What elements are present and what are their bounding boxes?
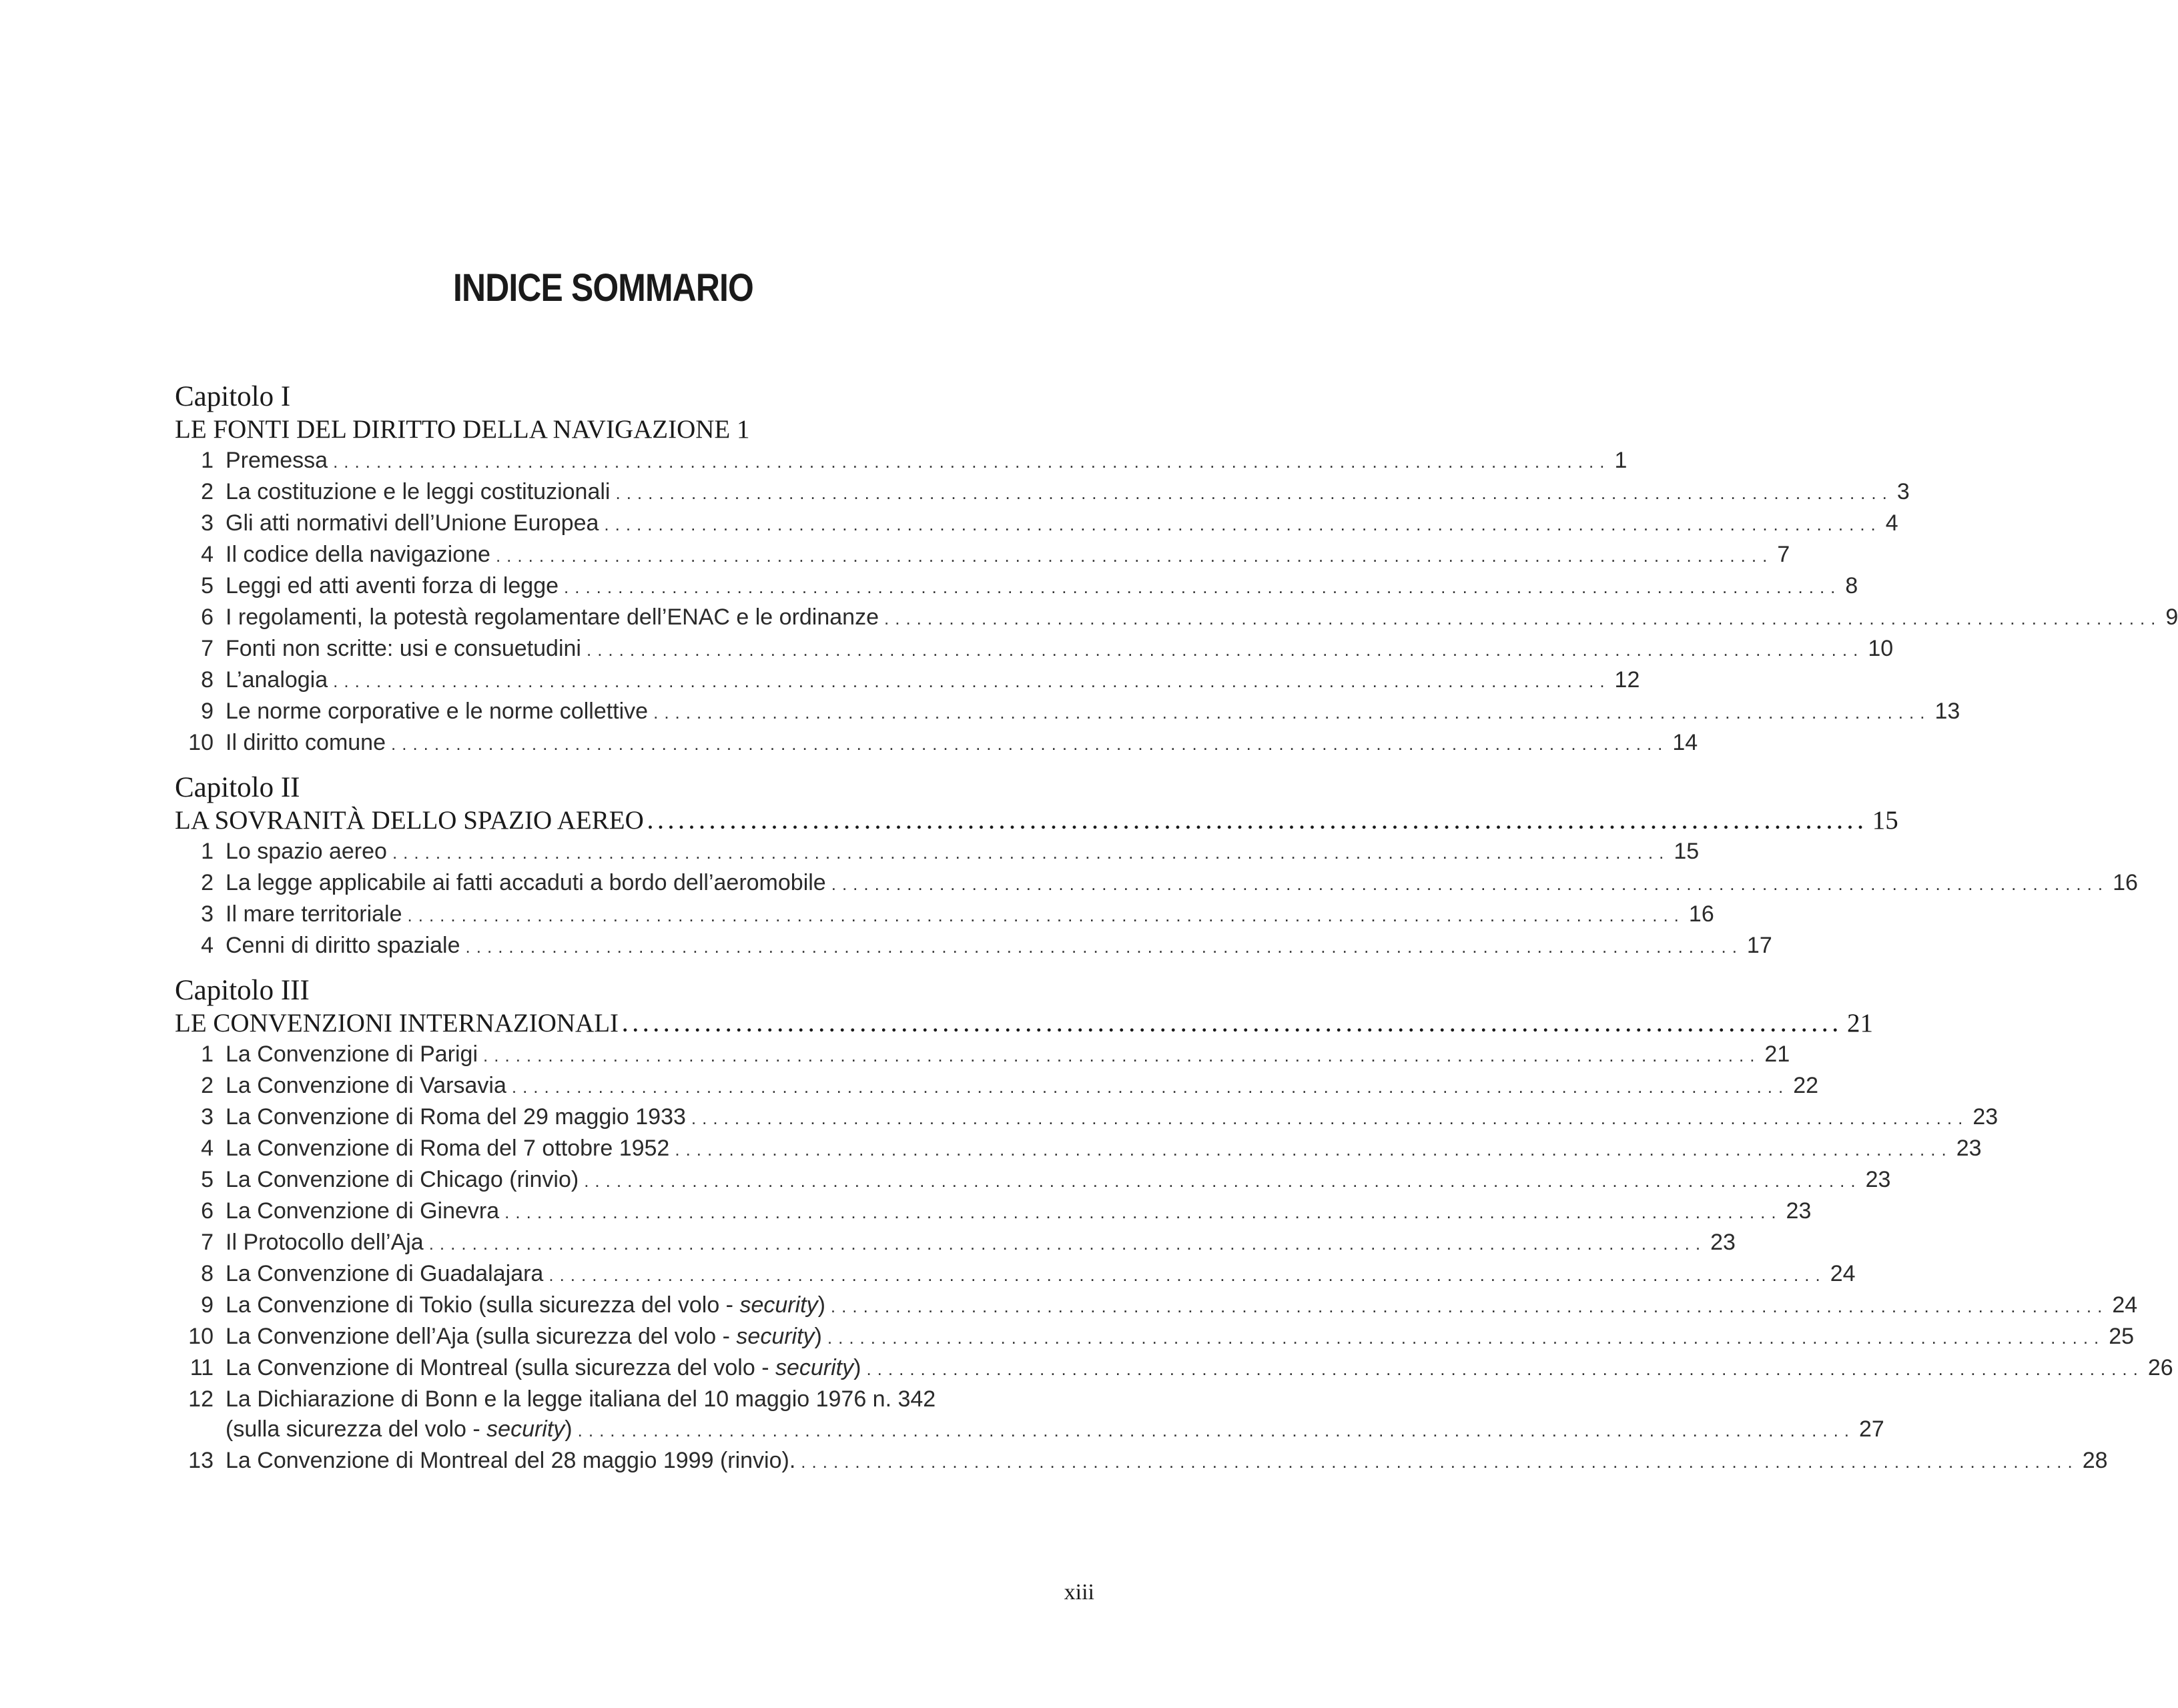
- toc-entry[interactable]: [175, 602, 2178, 634]
- toc-entry[interactable]: [175, 477, 1910, 508]
- toc-entry[interactable]: [175, 1165, 1891, 1196]
- dot-leader: ......................................................................................................................: [801, 1452, 2079, 1472]
- entry-page: 3: [1896, 479, 1910, 504]
- toc-entry[interactable]: [175, 1134, 1982, 1165]
- toc-entry[interactable]: [175, 697, 1960, 728]
- chapter-title-text: LE FONTI DEL DIRITTO DELLA NAVIGAZIONE 1: [175, 415, 750, 444]
- entry-page: 24: [2112, 1292, 2138, 1318]
- entry-text: La Convenzione di Tokio (sulla sicurezza del volo - security): [226, 1292, 825, 1318]
- dot-leader: ......................................................................................................................: [564, 577, 1842, 597]
- entry-page: 16: [2113, 870, 2138, 895]
- entry-number: 8: [201, 1261, 214, 1286]
- dot-leader: ......................................................................................................................: [392, 843, 1670, 863]
- dot-leader: ......................................................................................................................: [577, 1420, 1856, 1440]
- page-title: INDICE SOMMARIO: [453, 266, 753, 310]
- toc-entry[interactable]: [175, 571, 1858, 602]
- dot-leader: ......................................................................................................................: [483, 1045, 1761, 1065]
- dot-leader: ......................................................................................................................: [428, 1234, 1707, 1254]
- entry-text: Il codice della navigazione: [226, 542, 490, 567]
- entry-page: 9: [2165, 604, 2178, 630]
- entry-number: 5: [201, 573, 214, 598]
- toc-entry[interactable]: [175, 1102, 1999, 1134]
- toc-entry[interactable]: [175, 899, 1714, 931]
- entry-page: 28: [2082, 1448, 2108, 1473]
- emphasis-text: security: [736, 1324, 815, 1349]
- entry-page: 8: [1845, 573, 1858, 598]
- dot-leader: ......................................................................................................................: [511, 1077, 1790, 1097]
- chapter-page: 21: [1847, 1009, 1874, 1037]
- entry-number: 10: [188, 730, 214, 755]
- dot-leader: ......................................................................................................................: [830, 1296, 2109, 1316]
- entry-text: La Dichiarazione di Bonn e la legge italiana del 10 maggio 1976 n. 342: [226, 1386, 936, 1412]
- entry-page: 13: [1934, 699, 1960, 724]
- entry-text: La Convenzione di Varsavia: [226, 1073, 506, 1098]
- dot-leader: ......................................................................................................................: [549, 1265, 1826, 1285]
- toc-entry[interactable]: [175, 1353, 2173, 1384]
- entry-text: I regolamenti, la potestà regolamentare dell’ENAC e le ordinanze: [226, 604, 879, 630]
- entry-text: La Convenzione di Chicago (rinvio): [226, 1167, 579, 1192]
- entry-text: Il diritto comune: [226, 730, 386, 755]
- entry-number: 1: [201, 448, 214, 473]
- toc-entry[interactable]: [175, 540, 1790, 571]
- toc-entry[interactable]: [175, 1196, 1812, 1228]
- toc-entry[interactable]: [175, 1322, 2135, 1353]
- entry-page: 26: [2147, 1355, 2173, 1380]
- dot-leader: ......................................................................................................................: [333, 671, 1611, 691]
- entry-number: 12: [188, 1386, 214, 1412]
- dot-leader: ......................................................................................................................: [675, 1140, 1952, 1160]
- entry-number: 1: [201, 839, 214, 864]
- entry-text: La legge applicabile ai fatti accaduti a bordo dell’aeromobile: [226, 870, 826, 895]
- toc-entry[interactable]: [175, 508, 1898, 540]
- toc-entry-continuation[interactable]: [175, 1414, 1884, 1446]
- emphasis-text: security: [739, 1292, 818, 1318]
- entry-number: 7: [201, 636, 214, 661]
- chapter-label: Capitolo III: [175, 975, 310, 1006]
- dot-leader: ......................................................................................................................: [831, 874, 2109, 894]
- entry-text: Cenni di diritto spaziale: [226, 933, 460, 958]
- toc-entry[interactable]: [175, 1259, 1856, 1290]
- entry-text: La costituzione e le leggi costituzionali: [226, 479, 611, 504]
- dot-leader: ......................................................................................................................: [653, 703, 1931, 723]
- toc-entry[interactable]: [175, 931, 1772, 962]
- entry-text: Il mare territoriale: [226, 901, 402, 927]
- entry-number: 13: [188, 1448, 214, 1473]
- dot-leader: ......................................................................................................................: [465, 937, 1743, 957]
- entry-number: 3: [201, 1104, 214, 1130]
- chapter-2: [175, 771, 2138, 962]
- toc-entry[interactable]: [175, 1228, 1736, 1259]
- dot-leader: ......................................................................................................................: [623, 1014, 1844, 1036]
- entry-text: La Convenzione di Parigi: [226, 1041, 478, 1067]
- entry-page: 23: [1956, 1136, 1982, 1161]
- entry-page: 23: [1786, 1198, 1812, 1224]
- entry-number: 6: [201, 1198, 214, 1224]
- entry-page: 4: [1885, 510, 1898, 536]
- dot-leader: ......................................................................................................................: [586, 640, 1864, 660]
- dot-leader: ......................................................................................................................: [407, 905, 1685, 925]
- entry-text: Premessa: [226, 448, 328, 473]
- chapter-1: [175, 380, 2178, 759]
- chapter-3: [175, 974, 2173, 1477]
- entry-page: 22: [1793, 1073, 1819, 1098]
- entry-number: 9: [201, 699, 214, 724]
- table-of-contents: [175, 380, 2178, 1489]
- entry-number: 8: [201, 667, 214, 693]
- entry-text: (sulla sicurezza del volo - security): [226, 1416, 573, 1442]
- entry-text: Leggi ed atti aventi forza di legge: [226, 573, 559, 598]
- entry-text: La Convenzione di Roma del 7 ottobre 1952: [226, 1136, 670, 1161]
- emphasis-text: security: [486, 1416, 565, 1442]
- chapter-title[interactable]: [175, 805, 1898, 837]
- dot-leader: ......................................................................................................................: [391, 734, 1669, 754]
- dot-leader: ......................................................................................................................: [884, 608, 2162, 628]
- dot-leader: ......................................................................................................................: [647, 811, 1868, 833]
- dot-leader: ......................................................................................................................: [584, 1171, 1862, 1191]
- page-number: xiii: [1064, 1580, 1094, 1605]
- entry-page: 15: [1674, 839, 1700, 864]
- dot-leader: ......................................................................................................................: [604, 514, 1882, 534]
- entry-text: La Convenzione di Guadalajara: [226, 1261, 544, 1286]
- entry-number: 5: [201, 1167, 214, 1192]
- toc-entry[interactable]: [175, 1446, 2108, 1477]
- entry-text: Il Protocollo dell’Aja: [226, 1230, 424, 1255]
- entry-page: 23: [1710, 1230, 1736, 1255]
- entry-number: 4: [201, 1136, 214, 1161]
- chapter-page: 15: [1872, 806, 1898, 835]
- dot-leader: ......................................................................................................................: [495, 546, 1774, 566]
- entry-page: 25: [2109, 1324, 2135, 1349]
- toc-entry[interactable]: [175, 1039, 1790, 1071]
- entry-number: 4: [201, 542, 214, 567]
- emphasis-text: security: [775, 1355, 854, 1380]
- entry-number: 9: [201, 1292, 214, 1318]
- entry-number: 11: [190, 1355, 214, 1380]
- entry-number: 6: [201, 604, 214, 630]
- toc-entry[interactable]: [175, 868, 2138, 899]
- entry-number: 2: [201, 479, 214, 504]
- entry-page: 24: [1830, 1261, 1856, 1286]
- toc-entry[interactable]: [175, 1290, 2138, 1322]
- entry-page: 23: [1972, 1104, 1999, 1130]
- dot-leader: ......................................................................................................................: [691, 1108, 1969, 1128]
- entry-text: La Convenzione di Montreal (sulla sicurezza del volo - security): [226, 1355, 861, 1380]
- chapter-label: Capitolo I: [175, 381, 291, 412]
- entry-text: Fonti non scritte: usi e consuetudini: [226, 636, 581, 661]
- dot-leader: ......................................................................................................................: [504, 1202, 1782, 1222]
- entry-number: 3: [201, 510, 214, 536]
- entry-number: 2: [201, 870, 214, 895]
- entry-page: 23: [1865, 1167, 1891, 1192]
- entry-page: 21: [1764, 1041, 1790, 1067]
- toc-entry[interactable]: [175, 1071, 1819, 1102]
- entry-page: 7: [1777, 542, 1790, 567]
- entry-number: 10: [188, 1324, 214, 1349]
- chapter-label: Capitolo II: [175, 772, 300, 803]
- entry-text: La Convenzione dell’Aja (sulla sicurezza del volo - security): [226, 1324, 822, 1349]
- entry-text: La Convenzione di Roma del 29 maggio 1933: [226, 1104, 686, 1130]
- entry-text: La Convenzione di Montreal del 28 maggio 1999 (rinvio).: [226, 1448, 796, 1473]
- entry-page: 1: [1614, 448, 1627, 473]
- entry-number: 7: [201, 1230, 214, 1255]
- entry-text: La Convenzione di Ginevra: [226, 1198, 500, 1224]
- toc-entry[interactable]: [175, 837, 1700, 868]
- dot-leader: ......................................................................................................................: [615, 483, 1893, 503]
- toc-entry[interactable]: [175, 1384, 1094, 1414]
- entry-text: Lo spazio aereo: [226, 839, 387, 864]
- toc-entry[interactable]: [175, 446, 1627, 477]
- dot-leader: ......................................................................................................................: [333, 452, 1611, 472]
- dot-leader: ......................................................................................................................: [866, 1359, 2144, 1379]
- entry-page: 16: [1688, 901, 1714, 927]
- chapter-title-text: LA SOVRANITÀ DELLO SPAZIO AEREO: [175, 806, 644, 835]
- entry-number: 4: [201, 933, 214, 958]
- entry-number: 2: [201, 1073, 214, 1098]
- entry-number: 1: [201, 1041, 214, 1067]
- chapter-title[interactable]: [175, 414, 1094, 446]
- dot-leader: ......................................................................................................................: [827, 1328, 2105, 1348]
- entry-text: L’analogia: [226, 667, 328, 693]
- entry-number: 3: [201, 901, 214, 927]
- toc-entry[interactable]: [175, 728, 1698, 759]
- entry-page: 14: [1672, 730, 1698, 755]
- entry-page: 10: [1868, 636, 1894, 661]
- entry-page: 27: [1859, 1416, 1884, 1442]
- chapter-title[interactable]: [175, 1007, 1874, 1039]
- toc-entry[interactable]: [175, 634, 1894, 665]
- entry-text: Gli atti normativi dell’Unione Europea: [226, 510, 599, 536]
- entry-page: 17: [1746, 933, 1772, 958]
- entry-text: Le norme corporative e le norme collettive: [226, 699, 649, 724]
- chapter-title-text: LE CONVENZIONI INTERNAZIONALI: [175, 1009, 619, 1037]
- toc-entry[interactable]: [175, 665, 1640, 697]
- entry-page: 12: [1614, 667, 1640, 693]
